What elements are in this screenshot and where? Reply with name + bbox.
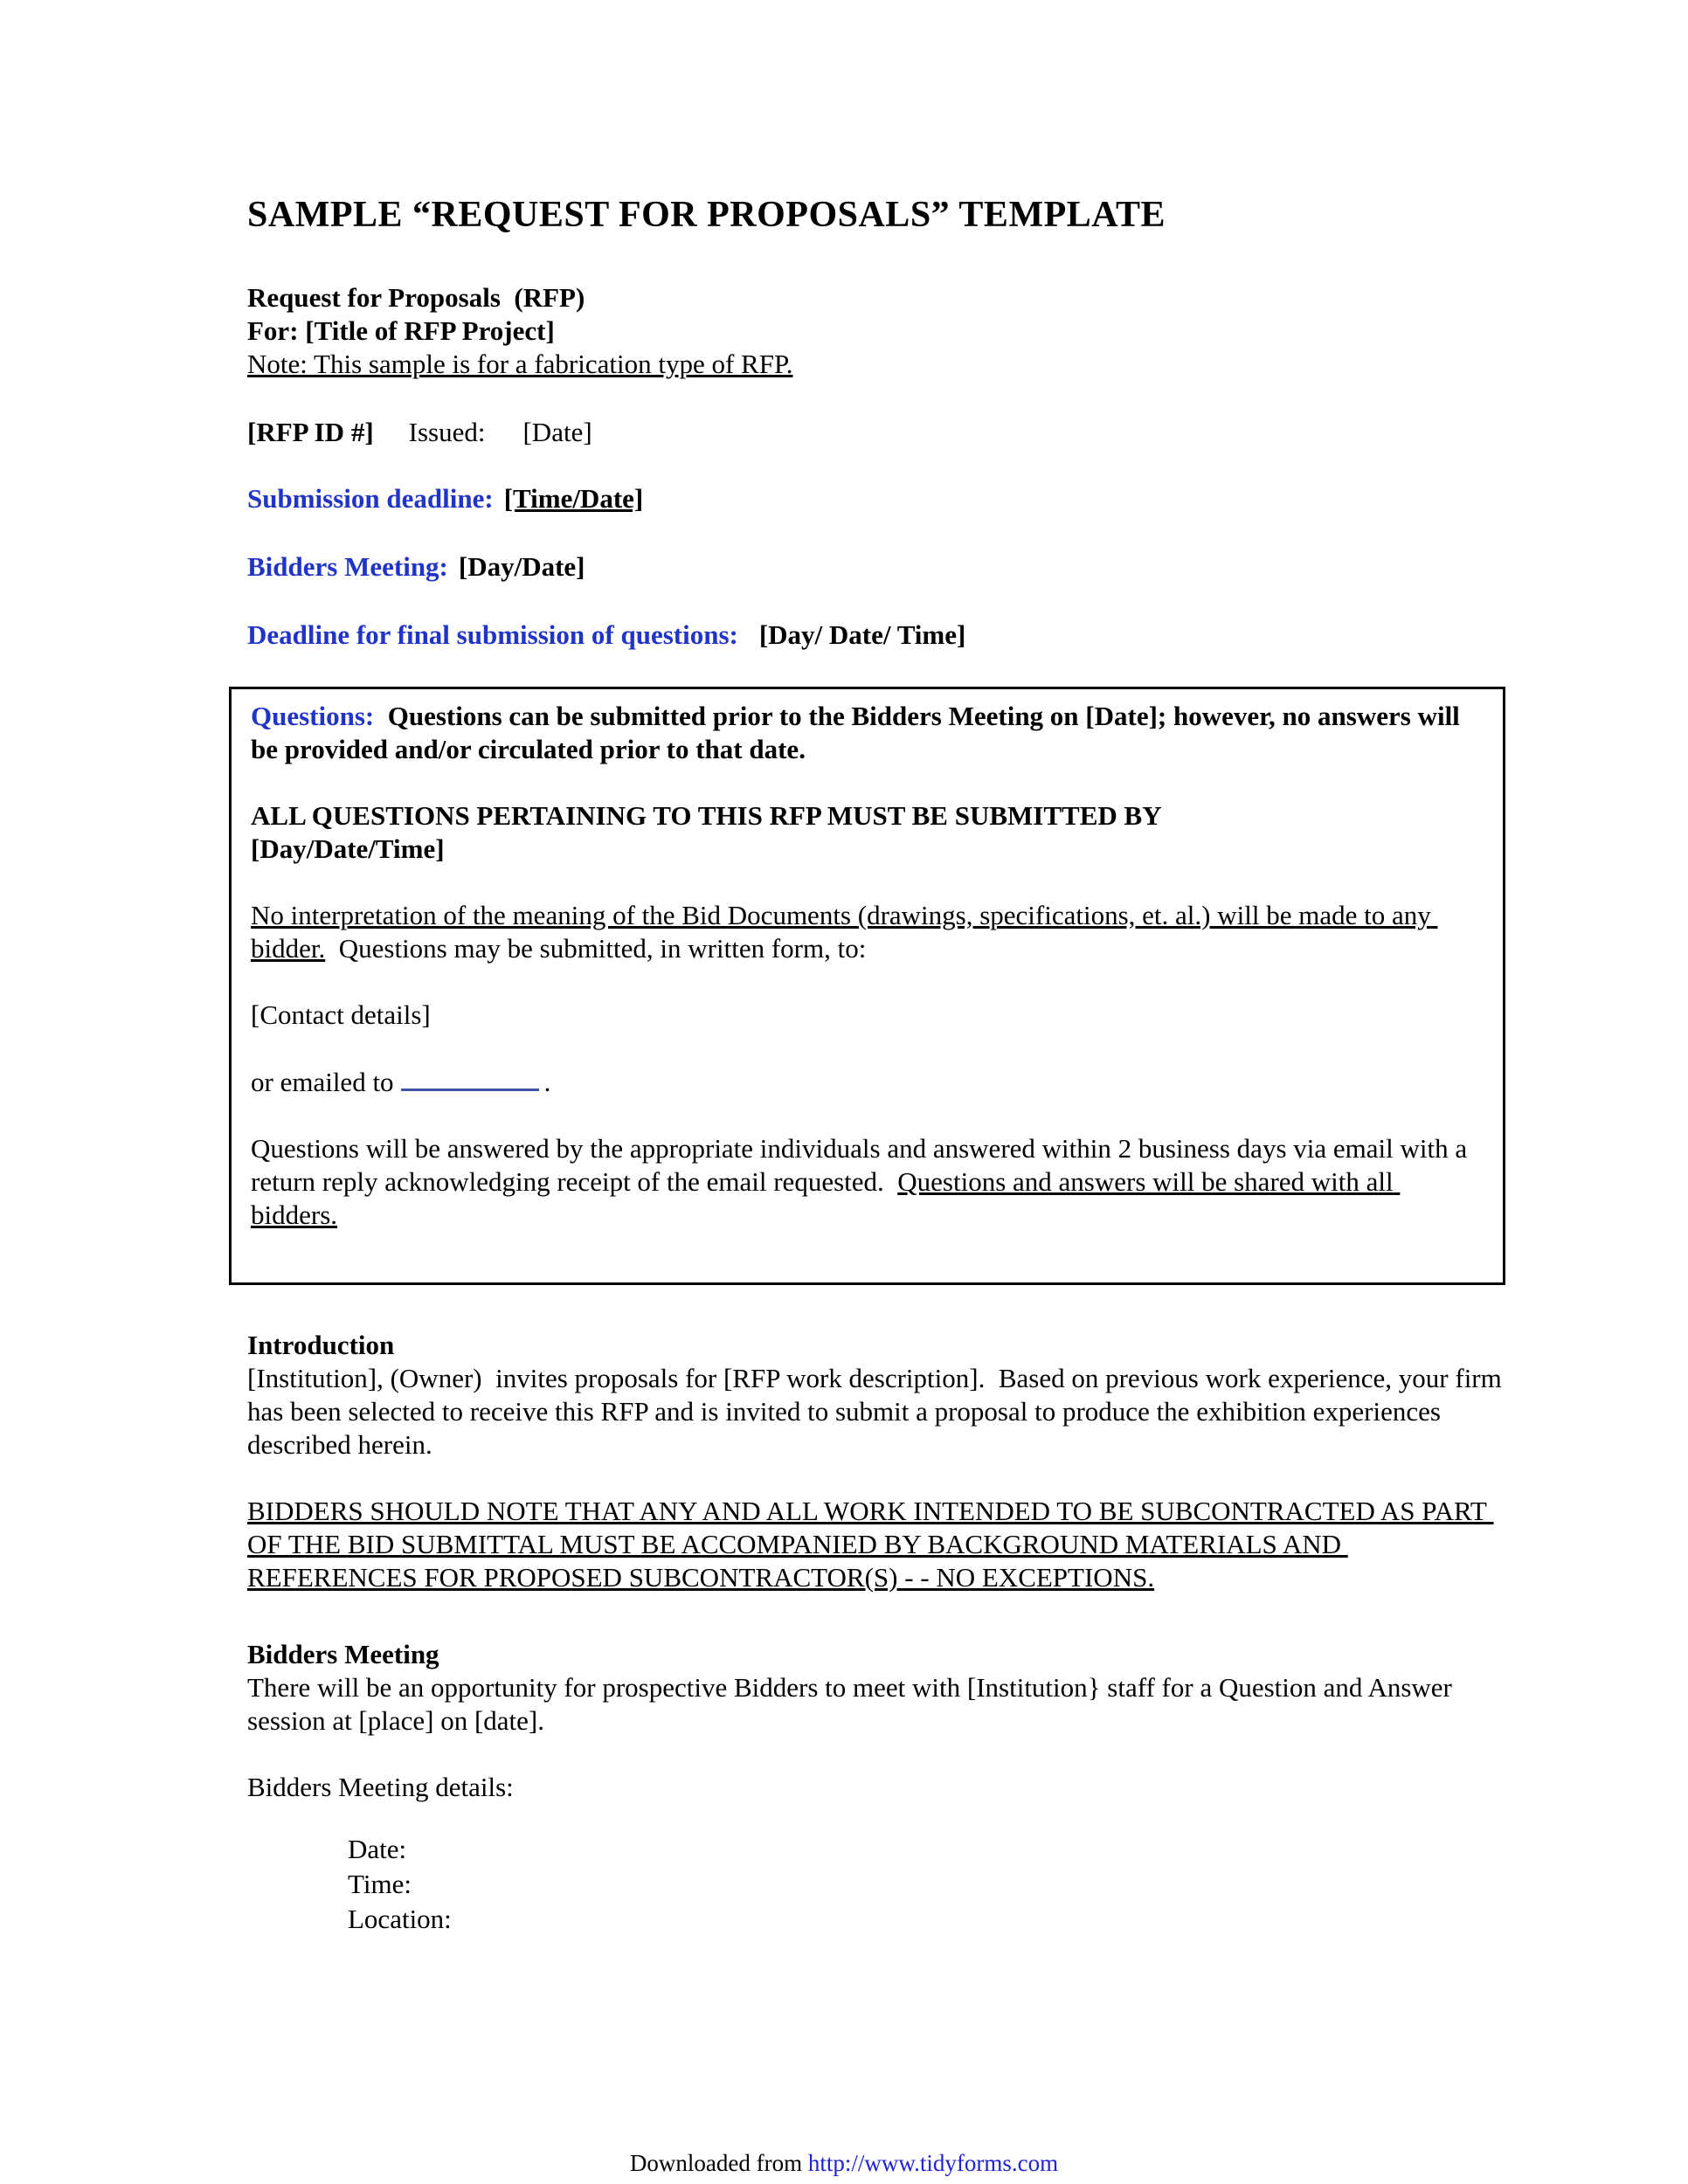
issued-date: [Date] (522, 417, 592, 447)
answers-paragraph (251, 1132, 1484, 1232)
deadline-value: [Time/Date] (503, 483, 644, 514)
bidders-meeting-heading: Bidders Meeting (247, 1639, 439, 1669)
contact-details-placeholder: [Contact details] (251, 999, 431, 1030)
email-blank-field (401, 1065, 539, 1091)
issued-label: Issued: (408, 417, 486, 447)
rfp-id: [RFP ID #] (247, 417, 374, 447)
introduction-heading: Introduction (247, 1330, 395, 1360)
questions-box (229, 687, 1505, 1285)
meeting-field-date: Date: (348, 1834, 407, 1864)
deadline-row-submission (247, 482, 1507, 515)
questions-intro-paragraph (251, 700, 1484, 766)
bidders-meeting-details-label: Bidders Meeting details: (247, 1772, 514, 1802)
header-line-for: For: [Title of RFP Project] (247, 315, 555, 346)
header-line-rfp: Request for Proposals (RFP) (247, 282, 585, 313)
meeting-field-time: Time: (348, 1869, 412, 1899)
page-title: SAMPLE “REQUEST FOR PROPOSALS” TEMPLATE (247, 195, 1166, 235)
deadline-value: [Day/ Date/ Time] (758, 619, 966, 650)
deadline-label: Deadline for final submission of questions: (247, 619, 738, 650)
all-questions-notice (251, 799, 1484, 866)
deadline-value: [Day/Date] (458, 551, 585, 582)
all-questions-line1: ALL QUESTIONS PERTAINING TO THIS RFP MUST BE SUBMITTED BY (251, 800, 1162, 831)
bidders-meeting-body: There will be an opportunity for prospective Bidders to meet with [Institution} staff for a Question and Answer session at [place] on [date]. (247, 1672, 1459, 1736)
introduction-section (247, 1329, 1507, 1594)
interpretation-rest: Questions may be submitted, in written form, to: (325, 933, 867, 964)
email-line (251, 1065, 1484, 1099)
deadline-label: Bidders Meeting: (247, 551, 448, 582)
answers-text: Questions will be answered by the appropriate individuals and answered within 2 business days via email with a return reply acknowledging receipt of the email requested. (251, 1133, 1474, 1197)
email-suffix: . (543, 1067, 551, 1097)
spacer (247, 1738, 1507, 1771)
spacer (247, 1462, 1507, 1495)
rfp-id-line (247, 416, 1507, 449)
meeting-field-location: Location: (348, 1904, 452, 1934)
header-note: Note: This sample is for a fabrication type of RFP. (247, 349, 793, 379)
footer-prefix: Downloaded from (629, 2150, 808, 2176)
page-footer (0, 2149, 1688, 2177)
answers-underlined: Questions and answers will be shared with all bidders. (251, 1166, 1401, 1230)
questions-intro-text: Questions can be submitted prior to the Bidders Meeting on [Date]; however, no answers will be provided and/or circulated prior to that date. (251, 701, 1467, 764)
deadline-row-questions (247, 619, 1507, 652)
document-header (247, 281, 1507, 381)
questions-label: Questions: (251, 701, 375, 731)
interpretation-paragraph (251, 899, 1484, 965)
footer-link[interactable]: http://www.tidyforms.com (807, 2150, 1059, 2176)
interpretation-underlined: No interpretation of the meaning of the Bid Documents (drawings, specifications, et. al.) will be made to any bidder. (251, 900, 1438, 964)
meeting-fields (348, 1832, 1507, 1937)
email-prefix: or emailed to (251, 1067, 394, 1097)
all-questions-line2: [Day/Date/Time] (251, 833, 445, 864)
deadline-label: Submission deadline: (247, 483, 494, 514)
subcontractor-notice: BIDDERS SHOULD NOTE THAT ANY AND ALL WORK INTENDED TO BE SUBCONTRACTED AS PART OF THE BID SUBMITTAL MUST BE ACCOMPANIED BY BACKGROUND MATERIALS AND REFERENCES FOR PROPOSED SUBCONTRACTOR(S) - - NO EXCEPTIONS. (247, 1496, 1494, 1593)
introduction-body: [Institution], (Owner) invites proposals for [RFP work description]. Based on previous work experience, your firm has been selected to receive this RFP and is invited to submit a proposal to produce the exhibition experiences described herein. (247, 1363, 1509, 1460)
bidders-meeting-section (247, 1638, 1507, 1937)
deadline-row-bidders-meeting (247, 550, 1507, 584)
